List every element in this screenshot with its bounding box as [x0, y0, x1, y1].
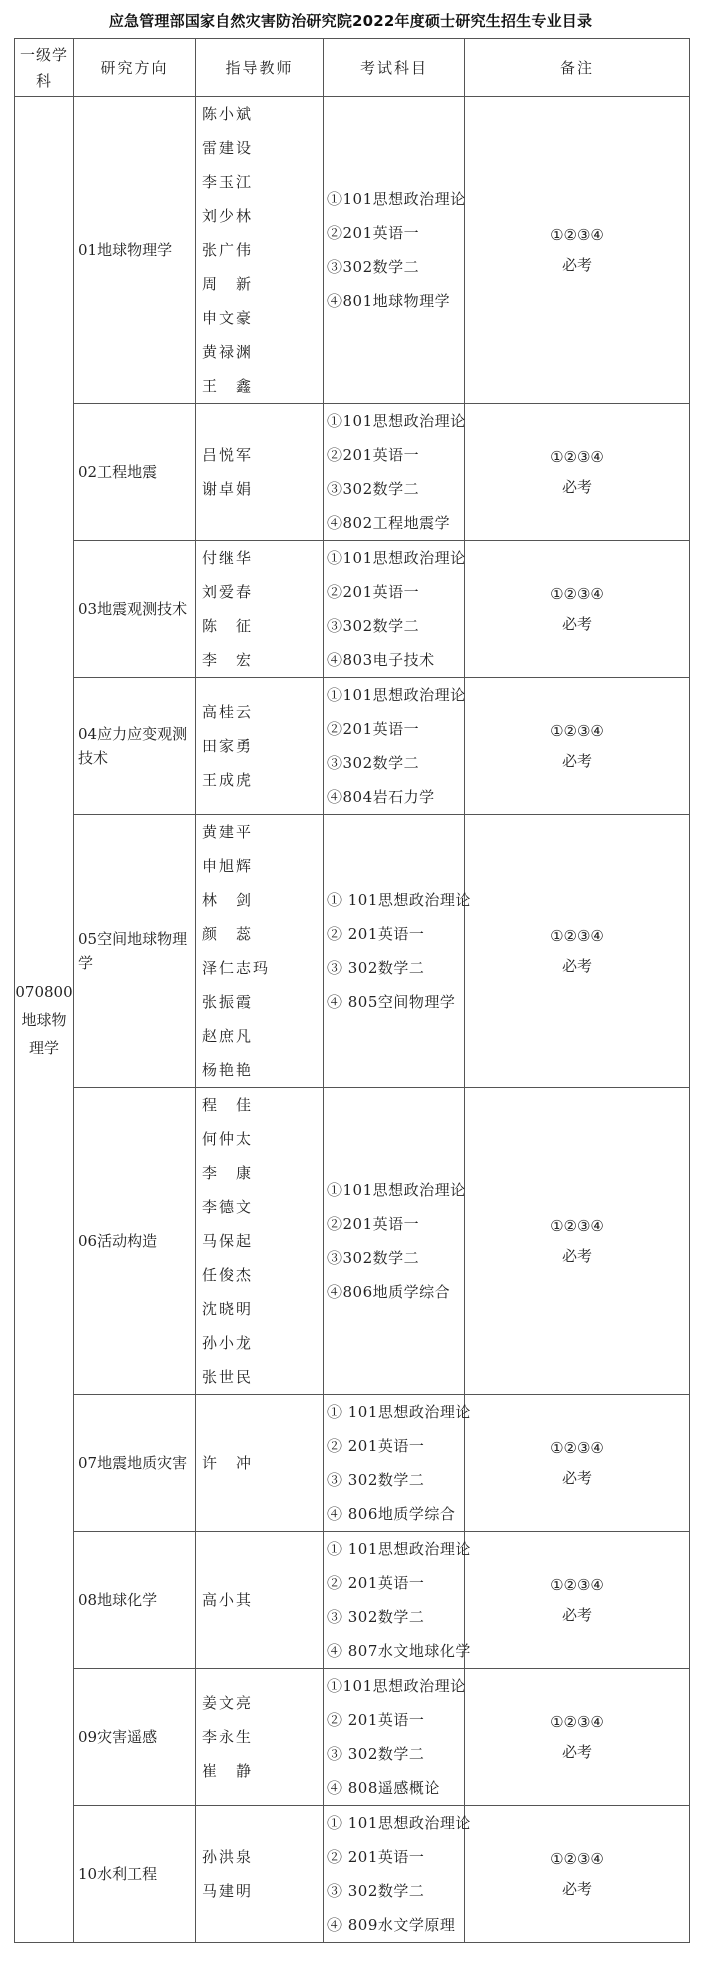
- note-required: 必考: [561, 957, 592, 975]
- teacher-name: 张世民: [202, 1368, 254, 1386]
- subject-item: ② 201英语一: [327, 1848, 425, 1866]
- subject-item: ② 201英语一: [327, 1574, 425, 1592]
- note-cell: [465, 97, 690, 404]
- teacher-name: 泽仁志玛: [202, 959, 271, 977]
- note-subjects: ①②③④: [550, 1576, 604, 1594]
- subjects-cell: [324, 404, 465, 541]
- header-row: [15, 39, 690, 97]
- header-teachers: 指导教师: [196, 39, 324, 97]
- note-subjects: ①②③④: [550, 1713, 604, 1731]
- teacher-name: 马保起: [202, 1232, 254, 1250]
- subject-item: ③302数学二: [327, 258, 420, 276]
- teacher-name: 付继华: [202, 549, 254, 567]
- note-required: 必考: [561, 1880, 592, 1898]
- teacher-name: 姜文亮: [202, 1694, 254, 1712]
- note-cell: [465, 815, 690, 1088]
- teacher-name: 李 宏: [202, 651, 254, 669]
- teacher-name: 马建明: [202, 1882, 254, 1900]
- teacher-name: 孙洪泉: [202, 1848, 254, 1866]
- catalog-table: [14, 38, 690, 1943]
- subject-item: ③302数学二: [327, 617, 420, 635]
- subjects-cell: [324, 97, 465, 404]
- teacher-name: 沈晓明: [202, 1300, 254, 1318]
- note-cell: [465, 404, 690, 541]
- subjects-cell: [324, 1395, 471, 1532]
- note-cell: [465, 1532, 690, 1669]
- teacher-name: 申文豪: [202, 309, 254, 327]
- direction-cell: 09灾害遥感: [74, 1669, 196, 1806]
- teacher-name: 王成虎: [202, 771, 254, 789]
- teachers-cell: [196, 97, 324, 404]
- note-required: 必考: [561, 1247, 592, 1265]
- subject-item: ④ 805空间物理学: [327, 993, 456, 1011]
- subjects-cell: [324, 1532, 471, 1669]
- page-title: 应急管理部国家自然灾害防治研究院2022年度硕士研究生招生专业目录: [108, 12, 593, 30]
- note-subjects: ①②③④: [550, 448, 604, 466]
- direction-cell: 05空间地球物理学: [74, 815, 196, 1088]
- table-row: [15, 1532, 690, 1669]
- subject-item: ④806地质学综合: [327, 1283, 451, 1301]
- teacher-name: 何仲太: [202, 1130, 254, 1148]
- teachers-cell: [196, 678, 324, 815]
- teacher-name: 田家勇: [202, 737, 254, 755]
- subject-item: ①101思想政治理论: [327, 686, 466, 704]
- subjects-cell: [324, 1806, 471, 1943]
- table-row: [15, 541, 690, 678]
- teachers-cell: [196, 1088, 324, 1395]
- subject-item: ②201英语一: [327, 1215, 420, 1233]
- teachers-cell: [196, 1395, 324, 1532]
- teacher-name: 高桂云: [202, 703, 254, 721]
- subjects-cell: [324, 1088, 465, 1395]
- subject-item: ① 101思想政治理论: [327, 1540, 471, 1558]
- subject-item: ④803电子技术: [327, 651, 435, 669]
- table-row: [15, 815, 690, 1088]
- note-subjects: ①②③④: [550, 1217, 604, 1235]
- note-cell: [465, 1088, 690, 1395]
- table-row: [15, 1806, 690, 1943]
- teacher-name: 高小其: [202, 1591, 254, 1609]
- subject-item: ① 101思想政治理论: [327, 891, 471, 909]
- note-subjects: ①②③④: [550, 585, 604, 603]
- subjects-cell: [324, 1669, 465, 1806]
- subject-item: ② 201英语一: [327, 1711, 425, 1729]
- teacher-name: 黄建平: [202, 823, 254, 841]
- header-direction: 研究方向: [74, 39, 196, 97]
- teacher-name: 任俊杰: [202, 1266, 254, 1284]
- subject-item: ③ 302数学二: [327, 1471, 425, 1489]
- subject-item: ② 201英语一: [327, 1437, 425, 1455]
- note-subjects: ①②③④: [550, 927, 604, 945]
- teacher-name: 李玉江: [202, 173, 254, 191]
- subjects-cell: [324, 541, 465, 678]
- teacher-name: 申旭辉: [202, 857, 254, 875]
- teachers-cell: [196, 1669, 324, 1806]
- teacher-name: 赵庶凡: [202, 1027, 254, 1045]
- teacher-name: 周 新: [202, 275, 254, 293]
- table-row: [15, 1088, 690, 1395]
- teacher-name: 刘少林: [202, 207, 254, 225]
- subject-item: ④ 808遥感概论: [327, 1779, 440, 1797]
- header-subjects: 考试科目: [324, 39, 465, 97]
- note-required: 必考: [561, 752, 592, 770]
- note-subjects: ①②③④: [550, 722, 604, 740]
- teacher-name: 李 康: [202, 1164, 254, 1182]
- teacher-name: 黄禄渊: [202, 343, 254, 361]
- table-row: [15, 404, 690, 541]
- subject-item: ① 101思想政治理论: [327, 1814, 471, 1832]
- note-cell: [465, 678, 690, 815]
- note-required: 必考: [561, 1469, 592, 1487]
- teacher-name: 林 剑: [202, 891, 254, 909]
- subject-item: ④802工程地震学: [327, 514, 451, 532]
- subject-item: ① 101思想政治理论: [327, 1403, 471, 1421]
- teacher-name: 吕悦军: [202, 446, 254, 464]
- subject-item: ①101思想政治理论: [327, 549, 466, 567]
- teacher-name: 李德文: [202, 1198, 254, 1216]
- note-cell: [465, 1669, 690, 1806]
- teacher-name: 孙小龙: [202, 1334, 254, 1352]
- teacher-name: 颜 蕊: [202, 925, 254, 943]
- discipline-cell: [15, 97, 74, 1943]
- teacher-name: 王 鑫: [202, 377, 254, 395]
- note-required: 必考: [561, 256, 592, 274]
- teachers-cell: [196, 1806, 324, 1943]
- subject-item: ②201英语一: [327, 583, 420, 601]
- table-row: [15, 1395, 690, 1532]
- direction-cell: 01地球物理学: [74, 97, 196, 404]
- teachers-cell: [196, 404, 324, 541]
- note-subjects: ①②③④: [550, 1850, 604, 1868]
- subject-item: ①101思想政治理论: [327, 1181, 466, 1199]
- subject-item: ①101思想政治理论: [327, 1677, 466, 1695]
- teacher-name: 陈小斌: [202, 105, 254, 123]
- table-row: [15, 678, 690, 815]
- teacher-name: 李永生: [202, 1728, 254, 1746]
- subject-item: ④ 806地质学综合: [327, 1505, 456, 1523]
- subject-item: ④ 807水文地球化学: [327, 1642, 471, 1660]
- table-row: [15, 97, 690, 404]
- subject-item: ④ 809水文学原理: [327, 1916, 456, 1934]
- subjects-cell: [324, 678, 465, 815]
- subject-item: ③ 302数学二: [327, 1608, 425, 1626]
- subject-item: ③ 302数学二: [327, 959, 425, 977]
- subject-item: ②201英语一: [327, 224, 420, 242]
- teacher-name: 张广伟: [202, 241, 254, 259]
- subject-item: ②201英语一: [327, 446, 420, 464]
- table-row: [15, 1669, 690, 1806]
- subject-item: ①101思想政治理论: [327, 190, 466, 208]
- discipline-name: 地球物理学: [21, 1010, 67, 1057]
- subject-item: ③302数学二: [327, 754, 420, 772]
- subject-item: ③302数学二: [327, 480, 420, 498]
- subject-item: ④804岩石力学: [327, 788, 435, 806]
- direction-cell: 04应力应变观测技术: [74, 678, 196, 815]
- discipline-code: 070800: [15, 982, 73, 1001]
- direction-cell: 03地震观测技术: [74, 541, 196, 678]
- teacher-name: 陈 征: [202, 617, 254, 635]
- direction-cell: 07地震地质灾害: [74, 1395, 196, 1532]
- teacher-name: 刘爱春: [202, 583, 254, 601]
- note-subjects: ①②③④: [550, 1439, 604, 1457]
- subject-item: ④801地球物理学: [327, 292, 451, 310]
- subject-item: ①101思想政治理论: [327, 412, 466, 430]
- note-required: 必考: [561, 615, 592, 633]
- teacher-name: 雷建设: [202, 139, 254, 157]
- direction-cell: 06活动构造: [74, 1088, 196, 1395]
- teachers-cell: [196, 815, 324, 1088]
- note-cell: [465, 1395, 690, 1532]
- direction-cell: 10水利工程: [74, 1806, 196, 1943]
- subject-item: ③302数学二: [327, 1249, 420, 1267]
- direction-cell: 02工程地震: [74, 404, 196, 541]
- teacher-name: 程 佳: [202, 1096, 254, 1114]
- note-cell: [465, 1806, 690, 1943]
- note-required: 必考: [561, 1743, 592, 1761]
- teacher-name: 谢卓娟: [202, 480, 254, 498]
- subjects-cell: [324, 815, 471, 1088]
- teacher-name: 许 冲: [202, 1454, 254, 1472]
- direction-cell: 08地球化学: [74, 1532, 196, 1669]
- subject-item: ③ 302数学二: [327, 1745, 425, 1763]
- subject-item: ②201英语一: [327, 720, 420, 738]
- subject-item: ② 201英语一: [327, 925, 425, 943]
- teacher-name: 杨艳艳: [202, 1061, 254, 1079]
- header-notes: 备注: [465, 39, 690, 97]
- teachers-cell: [196, 541, 324, 678]
- teacher-name: 张振霞: [202, 993, 254, 1011]
- teacher-name: 崔 静: [202, 1762, 254, 1780]
- subject-item: ③ 302数学二: [327, 1882, 425, 1900]
- note-required: 必考: [561, 478, 592, 496]
- teachers-cell: [196, 1532, 324, 1669]
- table-body: [15, 97, 690, 1943]
- header-discipline: 一级学科: [15, 39, 74, 97]
- note-required: 必考: [561, 1606, 592, 1624]
- note-cell: [465, 541, 690, 678]
- note-subjects: ①②③④: [550, 226, 604, 244]
